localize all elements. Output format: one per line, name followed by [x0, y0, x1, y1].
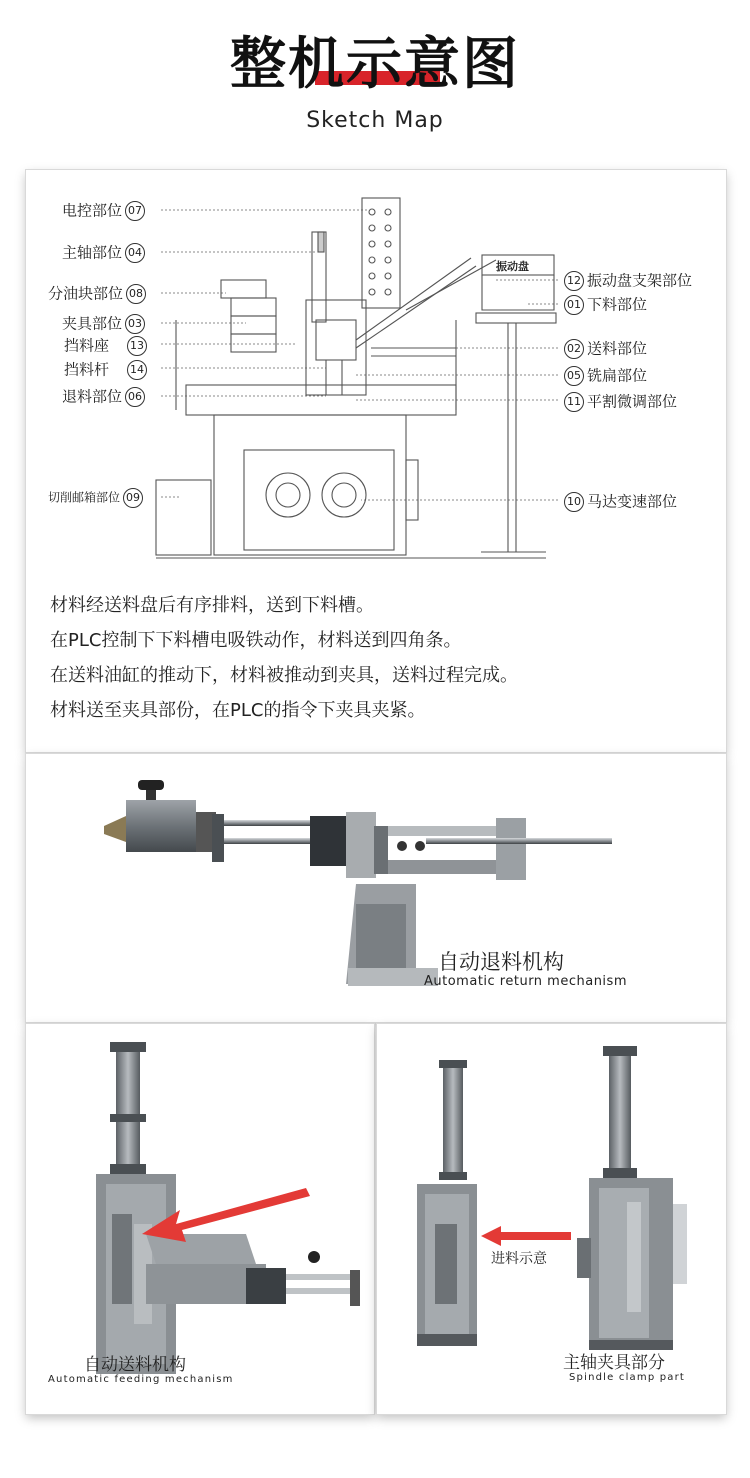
description-line: 在PLC控制下下料槽电吸铁动作，材料送到四角条。	[50, 630, 462, 651]
spindle-clamp-panel	[377, 1024, 726, 1414]
page-subtitle: Sketch Map	[306, 108, 444, 133]
label-oil-block: 分油块部位 08	[48, 284, 146, 304]
return-caption-cn: 自动退料机构	[438, 950, 564, 974]
sketch-map-panel	[26, 170, 726, 752]
spindle-clamp-photo	[377, 1024, 726, 1414]
return-mechanism-panel	[26, 754, 726, 1022]
description-line: 在送料油缸的推动下，材料被推动到夹具，送料过程完成。	[50, 665, 518, 686]
label-stop-seat: 挡料座 13	[64, 336, 147, 356]
label-return: 退料部位 06	[62, 387, 145, 407]
label-fine-adjust: 11 平割微调部位	[564, 392, 677, 412]
label-chip-tank: 切削邮箱部位 09	[48, 488, 143, 508]
feeding-mechanism-panel	[26, 1024, 374, 1414]
page-header	[0, 0, 750, 160]
label-spindle: 主轴部位 04	[62, 243, 145, 263]
label-blanking: 01 下料部位	[564, 295, 647, 315]
description-line: 材料送至夹具部份，在PLC的指令下夹具夹紧。	[50, 700, 426, 721]
label-milling: 05 铣扁部位	[564, 366, 647, 386]
feeding-mechanism-photo	[26, 1024, 374, 1414]
description-line: 材料经送料盘后有序排料，送到下料槽。	[50, 595, 374, 616]
page-title: 整机示意图	[230, 32, 520, 97]
feeding-caption-cn: 自动送料机构	[84, 1355, 186, 1375]
label-feeding: 02 送料部位	[564, 339, 647, 359]
return-caption-en: Automatic return mechanism	[424, 974, 627, 989]
label-fixture: 夹具部位 03	[62, 314, 145, 334]
spindle-caption-en: Spindle clamp part	[569, 1372, 686, 1383]
label-stop-rod: 挡料杆 14	[64, 360, 147, 380]
label-electric-control: 电控部位 07	[62, 201, 145, 221]
label-motor-speed: 10 马达变速部位	[564, 492, 677, 512]
process-description	[50, 588, 710, 728]
vibration-plate-box-label: 振动盘	[496, 260, 529, 273]
label-vibration-plate-bracket: 12 振动盘支架部位	[564, 271, 692, 291]
feed-arrow-label: 进料示意	[491, 1251, 547, 1267]
spindle-caption-cn: 主轴夹具部分	[563, 1353, 665, 1373]
feeding-caption-en: Automatic feeding mechanism	[48, 1374, 234, 1385]
